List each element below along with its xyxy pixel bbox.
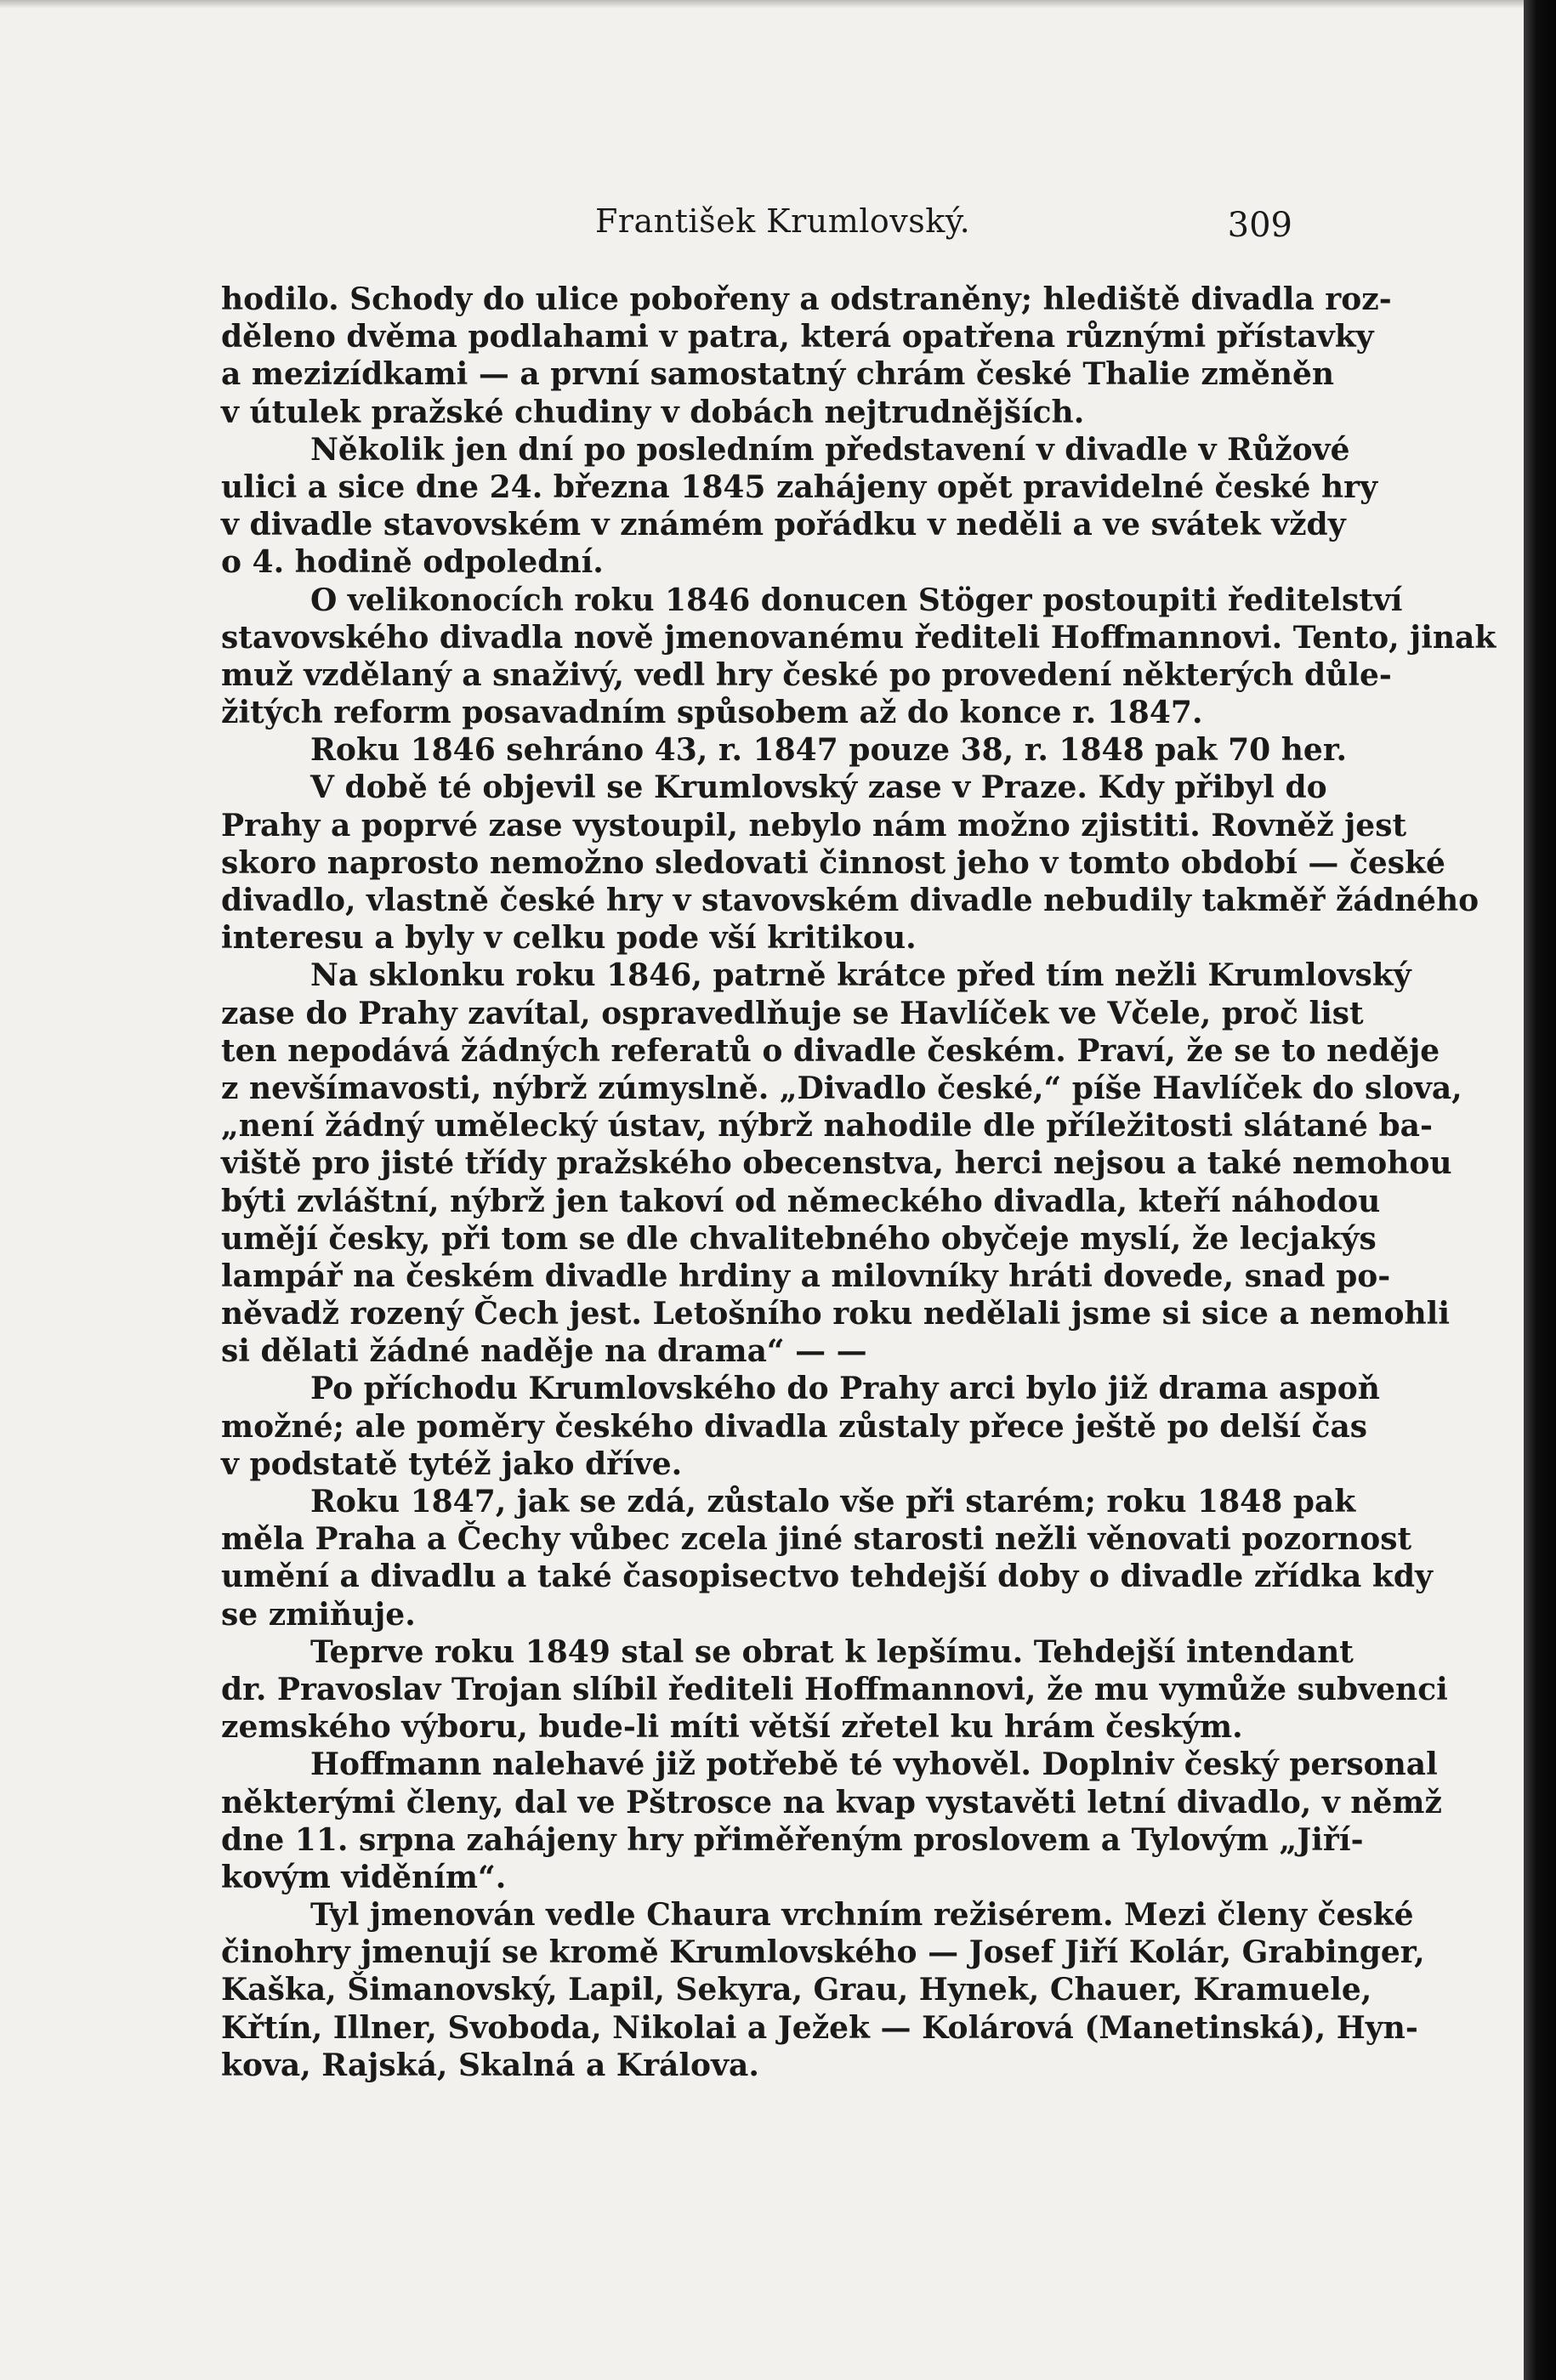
text-line: Kaška, Šimanovský, Lapil, Sekyra, Grau, Hynek, Chauer, Kramuele, bbox=[221, 1972, 1372, 2008]
text-line: děleno dvěma podlahami v patra, která opatřena různými přístavky bbox=[221, 319, 1374, 355]
text-line: v útulek pražské chudiny v dobách nejtrudnějších. bbox=[221, 394, 1085, 430]
text-line: a mezizídkami — a první samostatný chrám české Thalie změněn bbox=[221, 356, 1335, 393]
text-line: Hoffmann nalehavé již potřebě té vyhověl. Doplniv český personal bbox=[310, 1747, 1438, 1783]
text-line: kova, Rajská, Skalná a Králova. bbox=[221, 2047, 759, 2083]
text-line: zemského výboru, bude-li míti větší zřetel ku hrám českým. bbox=[221, 1709, 1243, 1746]
text-line: činohry jmenují se kromě Krumlovského — Josef Jiří Kolár, Grabinger, bbox=[221, 1934, 1425, 1971]
text-line: býti zvláštní, nýbrž jen takoví od německého divadla, kteří náhodou bbox=[221, 1183, 1381, 1219]
text-line: V době té objevil se Krumlovský zase v Praze. Kdy přibyl do bbox=[310, 770, 1327, 806]
page-number: 309 bbox=[1227, 206, 1292, 245]
text-line: dne 11. srpna zahájeny hry přiměřeným proslovem a Tylovým „Jiří- bbox=[221, 1821, 1364, 1858]
text-line: O velikonocích roku 1846 donucen Stöger postoupiti ředitelství bbox=[310, 582, 1403, 618]
text-line: si dělati žádné naděje na drama“ — — bbox=[221, 1333, 867, 1370]
text-line: Prahy a poprvé zase vystoupil, nebylo nám možno zjistiti. Rovněž jest bbox=[221, 807, 1407, 844]
text-line: se zmiňuje. bbox=[221, 1596, 416, 1633]
body-text bbox=[221, 281, 1496, 2084]
text-line: Teprve roku 1849 stal se obrat k lepšímu. Tehdejší intendant bbox=[310, 1633, 1354, 1670]
text-line: ulici a sice dne 24. března 1845 zahájeny opět pravidelné české hry bbox=[221, 469, 1378, 505]
text-line: muž vzdělaný a snaživý, vedl hry české po provedení některých důle- bbox=[221, 656, 1392, 693]
page-top-shadow bbox=[0, 0, 1556, 9]
text-line: viště pro jisté třídy pražského obecenstva, herci nejsou a také nemohou bbox=[221, 1145, 1452, 1182]
text-line: lampář na českém divadle hrdiny a milovníky hráti dovede, snad po- bbox=[221, 1258, 1391, 1294]
text-line: některými členy, dal ve Pštrosce na kvap vystavěti letní divadlo, v němž bbox=[221, 1784, 1442, 1821]
text-line: Po příchodu Krumlovského do Prahy arci bylo již drama aspoň bbox=[310, 1371, 1380, 1407]
text-line: dr. Pravoslav Trojan slíbil řediteli Hoffmannovi, že mu vymůže subvenci bbox=[221, 1671, 1448, 1707]
text-line: o 4. hodině odpolední. bbox=[221, 544, 604, 581]
text-line: kovým viděním“. bbox=[221, 1859, 507, 1895]
text-line: „není žádný umělecký ústav, nýbrž nahodile dle příležitosti slátané ba- bbox=[221, 1108, 1433, 1145]
text-line: Několik jen dní po posledním představení v divadle v Růžové bbox=[310, 431, 1350, 468]
text-line: v divadle stavovském v známém pořádku v neděli a ve svátek vždy bbox=[221, 507, 1346, 543]
text-line: stavovského divadla nově jmenovanému řediteli Hoffmannovi. Tento, jinak bbox=[221, 619, 1496, 656]
text-line: divadlo, vlastně české hry v stavovském divadle nebudily takměř žádného bbox=[221, 883, 1479, 918]
text-line: z nevšímavosti, nýbrž zúmyslně. „Divadlo české,“ píše Havlíček do slova, bbox=[221, 1070, 1462, 1106]
running-title: František Krumlovský. bbox=[595, 202, 971, 240]
text-line: žitých reform posavadním spůsobem až do konce r. 1847. bbox=[221, 695, 1203, 731]
page-header bbox=[595, 202, 1292, 245]
text-line: možné; ale poměry českého divadla zůstaly přece ještě po delší čas bbox=[221, 1408, 1368, 1445]
text-line: umějí česky, při tom se dle chvalitebného obyčeje myslí, že lecjakýs bbox=[221, 1220, 1377, 1257]
text-line: skoro naprosto nemožno sledovati činnost jeho v tomto období — české bbox=[221, 844, 1445, 881]
text-line: Křtín, Illner, Svoboda, Nikolai a Ježek — Kolárová (Manetinská), Hyn- bbox=[221, 2009, 1418, 2046]
text-line: umění a divadlu a také časopisectvo tehdejší doby o divadle zřídka kdy bbox=[221, 1559, 1433, 1595]
page-right-edge bbox=[1524, 0, 1556, 2380]
text-line: Na sklonku roku 1846, patrně krátce před tím nežli Krumlovský bbox=[310, 957, 1411, 994]
text-line: něvadž rozený Čech jest. Letošního roku nedělali jsme si sice a nemohli bbox=[221, 1296, 1451, 1332]
text-line: ten nepodává žádných referatů o divadle českém. Praví, že se to neděje bbox=[221, 1032, 1440, 1069]
text-line: Roku 1846 sehráno 43, r. 1847 pouze 38, r. 1848 pak 70 her. bbox=[310, 732, 1348, 769]
text-line: měla Praha a Čechy vůbec zcela jiné starosti nežli věnovati pozornost bbox=[221, 1521, 1412, 1558]
text-line: v podstatě tytéž jako dříve. bbox=[221, 1446, 683, 1482]
text-line: interesu a byly v celku pode vší kritikou. bbox=[221, 920, 917, 957]
text-line: zase do Prahy zavítal, ospravedlňuje se Havlíček ve Včele, proč list bbox=[221, 995, 1364, 1031]
text-line: Tyl jmenován vedle Chaura vrchním režisérem. Mezi členy české bbox=[310, 1897, 1414, 1934]
text-line: Roku 1847, jak se zdá, zůstalo vše při starém; roku 1848 pak bbox=[310, 1484, 1356, 1519]
text-line: hodilo. Schody do ulice pobořeny a odstraněny; hlediště divadla roz- bbox=[221, 281, 1392, 317]
